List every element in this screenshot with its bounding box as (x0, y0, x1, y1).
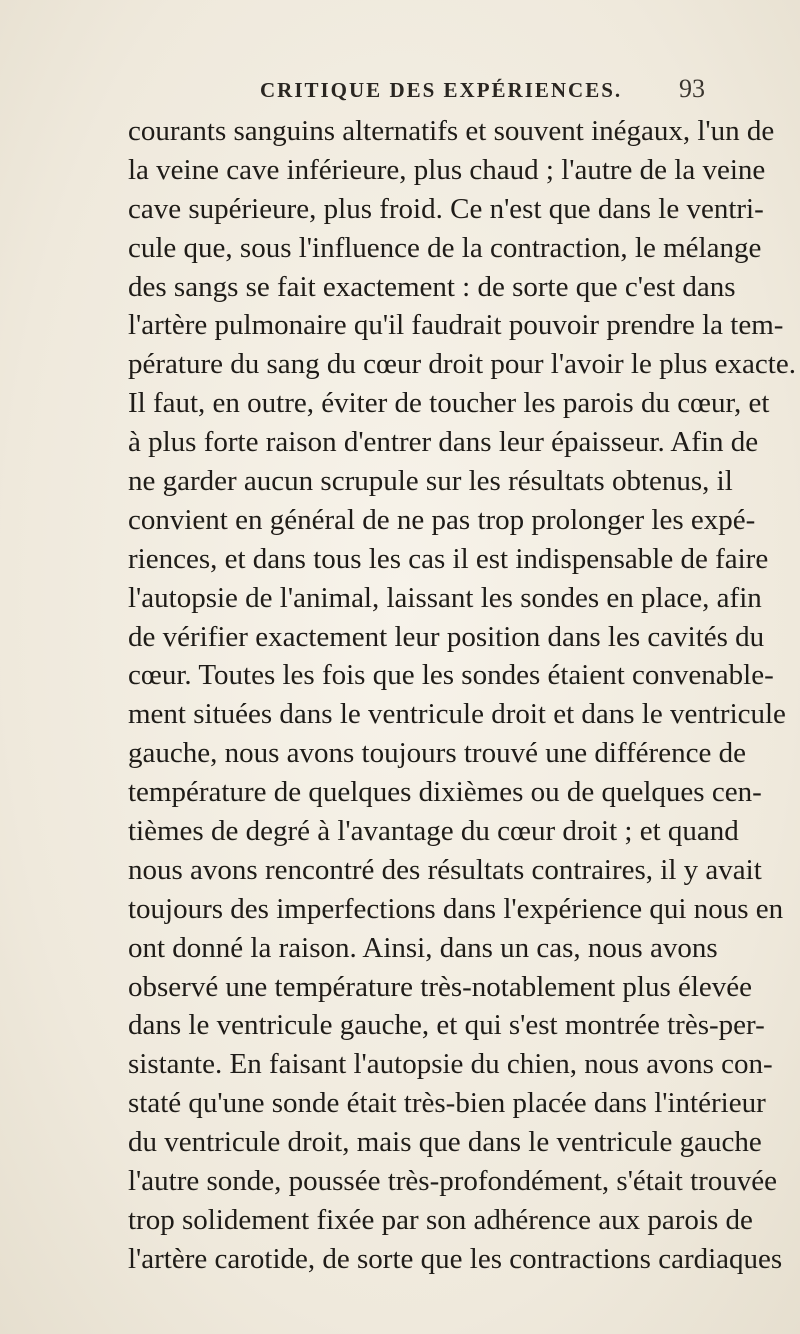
text-line: l'autopsie de l'animal, laissant les sondes en place, afin (128, 581, 762, 614)
text-line: ment situées dans le ventricule droit et dans le ventricule (128, 698, 786, 731)
text-line: courants sanguins alternatifs et souvent inégaux, l'un de (128, 115, 775, 147)
text-line: cule que, sous l'influence de la contraction, le mélange (128, 231, 762, 264)
text-line: pérature du sang du cœur droit pour l'avoir le plus exacte. (128, 348, 796, 381)
text-line: l'artère carotide, de sorte que les contractions cardiaques (128, 1242, 783, 1275)
text-line: à plus forte raison d'entrer dans leur épaisseur. Afin de (128, 426, 759, 459)
text-line: ont donné la raison. Ainsi, dans un cas, nous avons (128, 931, 718, 964)
text-line: toujours des imperfections dans l'expérience qui nous en (128, 892, 784, 925)
text-line: observé une température très-notablement plus élevée (128, 970, 753, 1003)
text-line: de vérifier exactement leur position dans les cavités du (128, 620, 765, 653)
text-line: ne garder aucun scrupule sur les résultats obtenus, il (128, 465, 733, 498)
text-line: cave supérieure, plus froid. Ce n'est que dans le ventri- (128, 192, 764, 225)
text-line: nous avons rencontré des résultats contraires, il y avait (128, 853, 762, 886)
text-line: température de quelques dixièmes ou de quelques cen- (128, 776, 762, 809)
page-number: 93 (679, 74, 705, 103)
text-line: cœur. Toutes les fois que les sondes étaient convenable- (128, 659, 774, 692)
text-line: Il faut, en outre, éviter de toucher les parois du cœur, et (128, 387, 770, 420)
running-head (135, 70, 705, 110)
text-line: riences, et dans tous les cas il est indispensable de faire (128, 542, 769, 575)
text-line: gauche, nous avons toujours trouvé une différence de (128, 737, 746, 770)
text-line: sistante. En faisant l'autopsie du chien, nous avons con- (128, 1048, 773, 1081)
text-line: staté qu'une sonde était très-bien placée dans l'intérieur (128, 1087, 766, 1120)
text-line: l'artère pulmonaire qu'il faudrait pouvoir prendre la tem- (128, 309, 784, 342)
text-line: des sangs se fait exactement : de sorte que c'est dans (128, 270, 736, 303)
text-line: tièmes de degré à l'avantage du cœur droit ; et quand (128, 815, 739, 848)
text-line: l'autre sonde, poussée très-profondément, s'était trouvée (128, 1165, 778, 1198)
body-text (128, 112, 796, 1279)
text-line: trop solidement fixée par son adhérence aux parois de (128, 1203, 753, 1236)
running-title: CRITIQUE DES EXPÉRIENCES. (260, 78, 623, 102)
text-line: du ventricule droit, mais que dans le ventricule gauche (128, 1126, 762, 1159)
text-line: dans le ventricule gauche, et qui s'est montrée très-per- (128, 1009, 765, 1042)
text-line: la veine cave inférieure, plus chaud ; l'autre de la veine (128, 153, 766, 186)
text-line: convient en général de ne pas trop prolonger les expé- (128, 503, 756, 536)
